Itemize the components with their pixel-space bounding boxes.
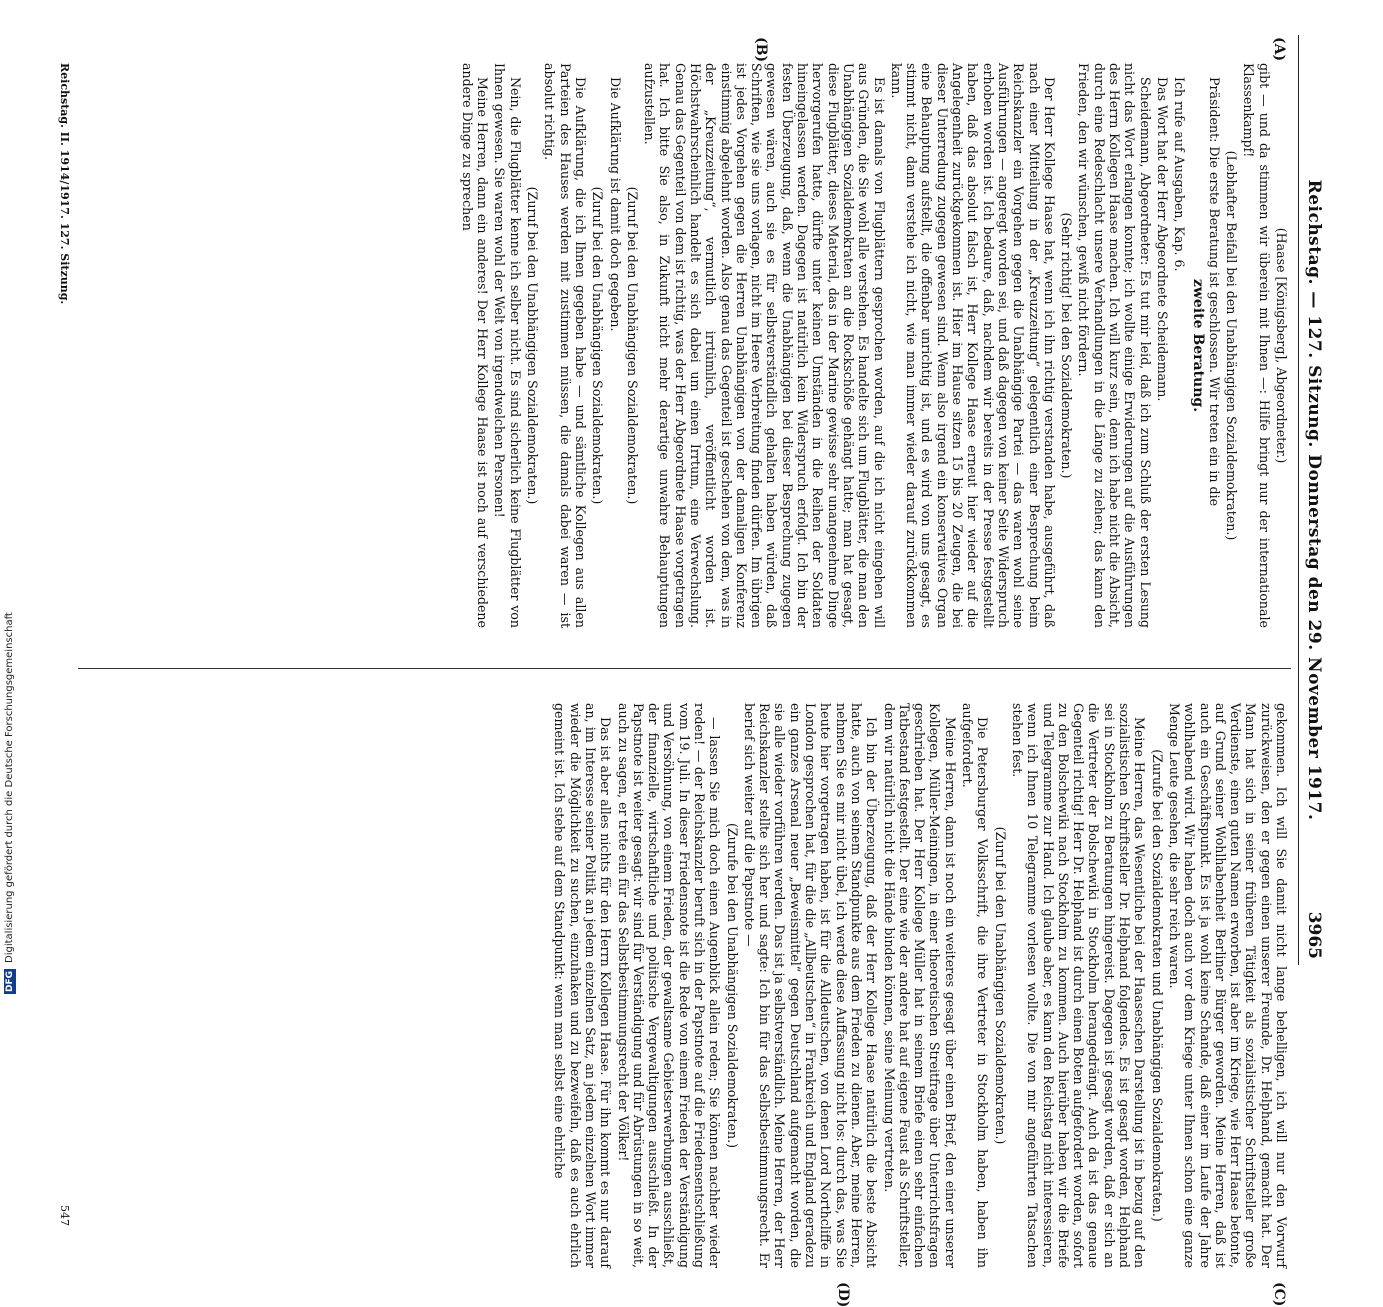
interjection: (Zuruf bei den Unabhängigen Sozialdemokraten.) bbox=[992, 826, 1008, 1145]
paragraph: Ich bin der Überzeugung, daß der Herr Kollege Haase natürlich die beste Absicht hatte, auch von seinem Standpunkte aus dem Frieden zu dienen. Aber, meine Herren, nehmen Sie es mir nicht übel, ich werde diese Auffassung nicht los: durch das, was Sie heute hier vorgetragen haben, ist für die Alldeutschen, von denen Lord Northcliffe in London gesprochen hat, für die die „Allbeutschen“ in Frankreich und England geradezu ein ganzes Arsenal neuer „Beweismittel“ gegen Deutschland aufgemacht worden, die sie alle wieder vorführen werden. Das ist ja selbstverständlich. Meine Herren, der Herr Reichskanzler stellte sich her und sagte: Ich bin für das Selbstbestimmungsrecht. Er berief sich weiter auf die Papstnote — bbox=[741, 703, 880, 1268]
dfg-logo: DFG bbox=[5, 970, 15, 992]
interjection: (Zuruf bei den Unabhängigen Sozialdemokraten.) bbox=[624, 186, 640, 505]
left-column bbox=[78, 63, 1289, 628]
page-number: 3965 bbox=[1304, 911, 1324, 959]
paragraph: Meine Herren, das Wesentliche bei der Haaseschen Darstellung ist in bezug auf den sozialistischen Schriftsteller Dr. Helphand folgendes. Es ist gesagt worden, Helphand sei in Stockholm zu Beratungen hingereist. Dagegen ist gesagt worden, daß er sich an die Vertreter der Bolschewiki in Stockholm herangedrängt. Auch da ist das genaue Gegenteil richtig! Herr Dr. Helphand ist durch einen Boten aufgefordert worden, sofort zu den Bolschewiki nach Stockholm zu kommen. Auch hierüber haben wir die Briefe und Telegramme zur Hand. Ich glaube aber, es kann den Reichstag nicht interessieren, wenn ich Ihnen 10 Telegramme vorlesen wollte. Die von mir angeführten Tatsachen stehen fest. bbox=[1009, 703, 1148, 1268]
paragraph: Das ist aber alles nichts für den Herrn Kollegen Haase. Für ihn kommt es nur darauf an, im Interesse seiner Politik an jedem einzelnen Satz, an jedem einzelnen Wort immer wieder die Möglichkeit zu suchen, einzuhaken und zu bezweifeln, daß es auch ehrlich gemeint ist. Ich stehe auf dem Standpunkt: wenn man selbst eine ehrliche bbox=[552, 703, 614, 1268]
header-title: Reichstag. — 127. Sitzung. Donnerstag den 29. November 1917. bbox=[1304, 179, 1324, 821]
interjection: (Zuruf bei den Unabhängigen Sozialdemokraten.) bbox=[525, 186, 541, 505]
paragraph: Die Petersburger Volksschrift, die ihre Vertreter in Stockholm haben, haben ihn aufgefordert. bbox=[960, 703, 991, 1268]
rotated-page-scan bbox=[54, 35, 1329, 1307]
paragraph: Das Wort hat der Herr Abgeordnete Scheidemann. bbox=[1154, 77, 1170, 402]
right-column bbox=[78, 703, 1289, 1268]
paragraph: — lassen Sie mich doch einen Augenblick allein reden; Sie können nachher wieder reden! — der Reichskanzler beruft sich in der Papstnote auf die Friedensentschließung vom 19. Juli. In dieser Friedensnote ist die Rede von einem Frieden der Verständigung und Versöhnung, von einem Frieden, der gewaltsame Gebietserwerbungen ausschließt, der finanzielle, wirtschaftliche und politische Vergewaltigungen ausschließt. In der Papstnote ist weiter gesagt: wir sind für Verständigung und für Abrüstungen in so weit, auch zu sagen, er trete ein für das Selbstbestimmungsrecht der Völker! bbox=[615, 703, 723, 1268]
footer-sheet-number: 547 bbox=[58, 1205, 71, 1226]
paragraph: Präsident: Die erste Beratung ist geschlossen. Wir treten ein in die bbox=[1206, 77, 1222, 507]
margin-marker-b: (B) bbox=[753, 37, 769, 63]
speaker-continuation: (Haase [Königsberg], Abgeordneter.) bbox=[1274, 227, 1289, 464]
credit-text: Digitalisierung gefördert durch die Deutsche Forschungsgemeinschaft bbox=[4, 612, 15, 963]
paragraph: Nein, die Flugblätter kenne ich selber nicht. Es sind sicherlich keine Flugblätter von Ihnen gewesen. Sie waren wohl der Welt von irgendwelchen Personen! bbox=[492, 63, 523, 628]
interjection: (Zurufe bei den Unabhängigen Sozialdemokraten.) bbox=[724, 822, 740, 1149]
paragraph: gibt — und da stimmen wir überein mit Ihnen —: Hilfe bringt nur der internationale Klassenkampf! bbox=[1241, 63, 1272, 628]
column-divider bbox=[78, 668, 1291, 669]
paragraph: Ich rufe auf Ausgaben, Kap. 6. bbox=[1172, 77, 1188, 272]
interjection: (Lebhafter Beifall bei den Unabhängigen Sozialdemokraten.) bbox=[1224, 150, 1240, 541]
paragraph: Der Herr Kollege Haase hat, wenn ich ihn richtig verstanden habe, ausgeführt, daß nach einer Mitteilung in der „Kreuzzeitung“ gelegentlich einer Besprechung beim Reichskanzler ein Vorgehen gegen die Unabhängige Partei — das waren wohl seine Ausführungen — angeregt worden sei, und daß dagegen von keiner Seite Widerspruch erhoben worden ist. Ich bedaure, daß, nachdem wir bereits in der Presse festgestellt haben, daß das absolut falsch ist, Herr Kollege Haase erneut hier wieder auf die Angelegenheit zurückgekommen ist. Hier im Hause sitzen 15 bis 20 Zeugen, die bei dieser Unterredung zugegen gewesen sind. Wenn also irgend ein konservatives Organ eine Behauptung aufstellt, die offenbar unrichtig ist, und es wird von uns gesagt, es stimmt nicht, dann verstehe ich nicht, wie man immer wieder darauf zurückkommen kann. bbox=[888, 63, 1057, 628]
paragraph: Scheidemann, Abgeordneter: Es tut mir leid, daß ich zum Schluß der ersten Lesung nicht das Wort erlangen konnte; ich wollte einige Erwiderungen auf die Ausführungen des Herrn Kollegen Haase machen. Ich will kurz sein, denn ich habe nicht die Absicht, durch eine Redeschlacht unsere Verhandlungen in die Länge zu ziehen; das kann den Frieden, den wir wünschen, gewiß nicht fördern. bbox=[1076, 63, 1153, 628]
page-header bbox=[1298, 35, 1329, 965]
margin-marker-c: (C) bbox=[1271, 1282, 1287, 1307]
section-heading: zweite Beratung. bbox=[1189, 278, 1206, 413]
paragraph: Die Aufklärung, die ich Ihnen gegeben habe — und sämtliche Kollegen aus allen Parteien des Hauses werden mit zustimmen müssen, die damals dabei waren — ist absolut richtig. bbox=[542, 63, 588, 628]
paragraph: Meine Herren, dann ist noch ein weiteres gesagt über einen Brief, den einer unserer Kollegen, Müller-Meiningen, in einer theoretischen Streitfrage über Unterrichtsfragen geschrieben hat. Der Herr Kollege Müller hat in seinem Briefe einen sehr einfachen Tatbestand festgestellt. Der eine wie der andere hat auf eigene Faust als Schriftsteller, dem wir natürlich nicht die Hände binden können, seine Meinung vertreten. bbox=[881, 703, 958, 1268]
paragraph: Meine Herren, dann ein anderes! Der Herr Kollege Haase ist noch auf verschiedene andere Dinge zu sprechen bbox=[459, 63, 491, 628]
paragraph: gekommen. Ich will Sie damit nicht lange behelligen, ich will nur den Vorwurf zurückweisen, den er gegen einen unserer Freunde, Dr. Helphand, gemacht hat. Der Mann hat sich in seiner früheren Tätigkeit als sozialistischer Schriftsteller große Verdienste, einen guten Namen erworben, ist aber im Kriege, wie Herr Haase betonte, auf Grund seiner Wohlhabenheit Berliner Bürger geworden. Meine Herren, daß ist auch ein Geschäftspunkt. Es ist ja wohl keine Schande, daß einer im Laufe der Jahre wohlhabend wird. Wir haben doch auch vor dem Kriege unter Ihnen schon eine ganze Menge Leute gesehen, die sehr reich waren. bbox=[1166, 703, 1289, 1268]
digitization-credit bbox=[0, 0, 20, 1000]
interjection: (Sehr richtig! bei den Sozialdemokraten.) bbox=[1059, 212, 1075, 479]
footer-session: Reichstag. II. 1914/1917. 127. Sitzung. bbox=[58, 63, 71, 305]
margin-marker-d: (D) bbox=[835, 1282, 851, 1307]
interjection: (Zurufe bei den Sozialdemokraten und Unabhängigen Sozialdemokraten.) bbox=[1149, 749, 1165, 1222]
paragraph: Die Aufklärung ist damit doch gegeben. bbox=[607, 77, 623, 332]
interjection: (Zuruf bei den Unabhängigen Sozialdemokraten.) bbox=[590, 186, 606, 505]
paragraph: Es ist damals von Flugblättern gesprochen worden, auf die ich nicht eingehen will aus Gründen, die Sie wohl alle verstehen. Es handelte sich um Flugblätter, die man den Unabhängigen Sozialdemokraten an die Rockschöße gehängt hatte; man hat gesagt, diese Flugblätter, dieses Material, das in der Marine gewisse sehr unangenehme Dinge hervorgerufen hatte, dürfte unter keinen Umständen in die Reihen der Soldaten hineingelassen werden. Dagegen ist natürlich kein Widerspruch erfolgt. Ich bin der festen Überzeugung, daß, wenn die Unabhängigen bei dieser Besprechung zugegen gewesen wären, auch sie es für selbstverständlich gehalten haben würden, daß Schriften, wie sie uns vorlagen, nicht im Heere Verbreitung finden dürfen. Im übrigen ist jedes Vorgehen gegen die Herren Unabhängigen von der damaligen Konferenz einstimmig abgelehnt worden. Also genau das Gegenteil ist geschehen von dem, was in der „Kreuzzeitung“, vermutlich irrtümlich, veröffentlicht worden ist. Höchstwahrscheinlich handelt es sich dabei um einen Irrtum, eine Verwechslung. Genau das Gegenteil von dem ist richtig, was der Herr Abgeordnete Haase vorgetragen hat. Ich bitte Sie also, in Zukunft nicht mehr derartige unwahre Behauptungen aufzustellen. bbox=[642, 63, 887, 628]
margin-marker-a: (A) bbox=[1271, 37, 1287, 62]
